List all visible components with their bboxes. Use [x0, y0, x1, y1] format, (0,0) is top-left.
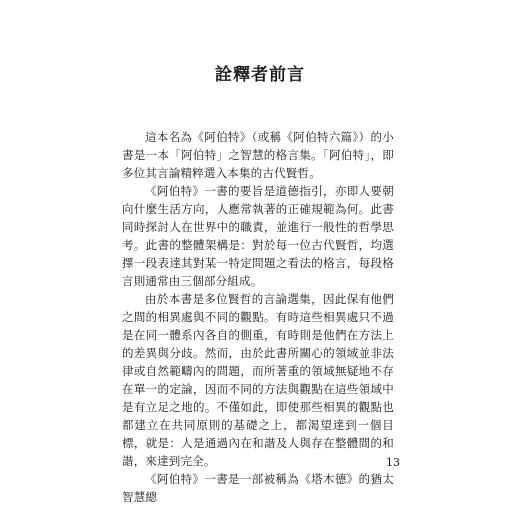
- paragraph-4: 《阿伯特》一書是一部被稱為《塔木德》的猶太智慧總: [122, 472, 394, 504]
- page-title: 詮釋者前言: [215, 65, 305, 85]
- page-number: 13: [386, 456, 400, 469]
- body-text: [122, 128, 394, 506]
- paragraph-3: 由於本書是多位賢哲的言論選集，因此保有他們之間的相異處與不同的觀點。有時這些相異處只不過是在同一體系內各自的側重，有時則是他們在方法上的差異與分歧。然而，由於此書所關心的領域並非法律或自然範疇內的問題，而所著重的領域無疑地不存在單一的定論，因而不同的方法與觀點在這些領域中是有立足之地的。不僅如此，即使那些相異的觀點也都建立在共同原則的基礎之上，都渴望達到一個目標，就是：人是通過內在和諧及人與存在整體間的和諧，來達到完全。: [122, 292, 394, 468]
- paragraph-1: 這本名為《阿伯特》（或稱《阿伯特六篇》）的小書是一本「阿伯特」之智慧的格言集。「阿伯特」，即多位其言論精粹選入本集的古代賢哲。: [122, 130, 394, 180]
- paragraph-2: 《阿伯特》一書的要旨是道德指引，亦即人要朝向什麼生活方向，人應常執著的正確規範為何。此書同時探討人在世界中的職責，並進行一般性的哲學思考。此書的整體架構是：對於每一位古代賢哲，均選擇一段表達其對某一特定問題之看法的格言，每段格言則通常由三個部分組成。: [122, 184, 394, 288]
